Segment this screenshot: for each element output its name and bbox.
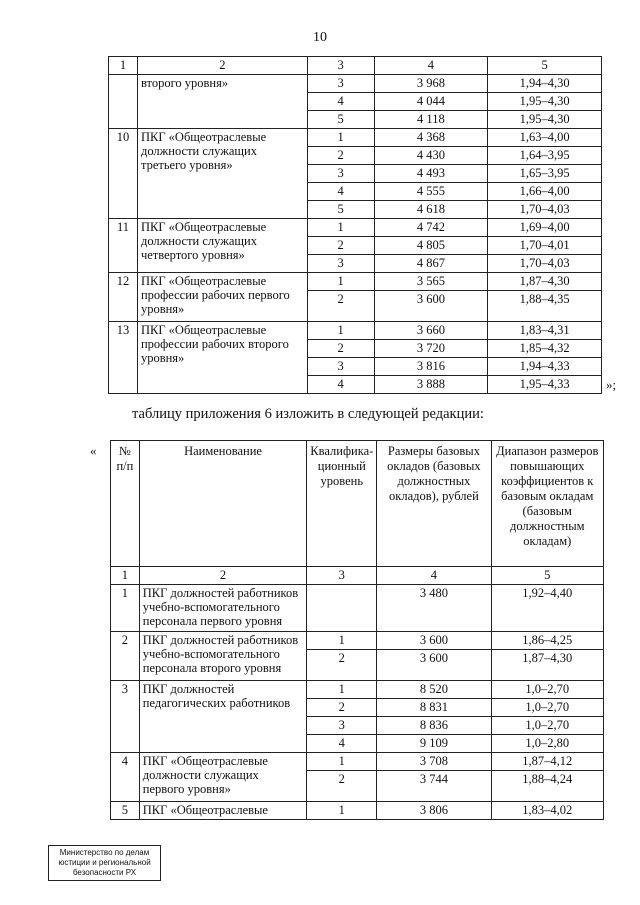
cell-salary: 3 565 [374, 273, 488, 291]
cell-salary: 3 816 [374, 358, 488, 376]
table-row [111, 681, 604, 699]
cell-salary: 4 805 [374, 237, 488, 255]
cell-range: 1,0–2,80 [491, 735, 603, 753]
group-number: 3 [111, 681, 140, 753]
cell-level: 4 [307, 376, 374, 394]
group-name: ПКГ «Общеотраслевые должности служащих четвертого уровня» [137, 219, 307, 273]
header-salary: Размеры базовых окладов (базовых должностных окладов), рублей [377, 441, 491, 567]
cell-salary: 3 720 [374, 340, 488, 358]
cell-level: 1 [307, 219, 374, 237]
cell-level: 1 [307, 632, 377, 650]
group-name: ПКГ «Общеотраслевые должности служащих первого уровня» [139, 753, 307, 802]
salary-table-continued [108, 56, 602, 394]
cell-range: 1,87–4,12 [491, 753, 603, 771]
cell-range: 1,87–4,30 [488, 273, 602, 291]
cell-level: 2 [307, 147, 374, 165]
cell-salary: 9 109 [377, 735, 491, 753]
stamp-line: Министерство по делам [59, 848, 150, 857]
cell-salary: 4 555 [374, 183, 488, 201]
table-row [109, 273, 602, 291]
cell-salary: 3 600 [377, 650, 491, 681]
cell-salary: 4 493 [374, 165, 488, 183]
cell-level: 5 [307, 111, 374, 129]
group-name: ПКГ должностей работников учебно-вспомогательного персонала второго уровня [139, 632, 307, 681]
table-row [109, 219, 602, 237]
col-num: 1 [111, 567, 140, 585]
cell-level: 1 [307, 322, 374, 340]
cell-range: 1,0–2,70 [491, 681, 603, 699]
cell-salary: 8 520 [377, 681, 491, 699]
opening-quote: « [90, 443, 97, 458]
cell-range: 1,63–4,00 [488, 129, 602, 147]
cell-salary: 3 744 [377, 771, 491, 802]
cell-salary: 4 430 [374, 147, 488, 165]
cell-salary: 3 806 [377, 802, 491, 820]
cell-salary: 4 118 [374, 111, 488, 129]
cell-salary: 4 867 [374, 255, 488, 273]
group-name: ПКГ должностей работников учебно-вспомогательного персонала первого уровня [139, 585, 307, 632]
table-row [111, 802, 604, 820]
cell-salary: 4 618 [374, 201, 488, 219]
group-number: 12 [109, 273, 138, 322]
header-number: № п/п [111, 441, 140, 567]
column-number-row [109, 57, 602, 75]
cell-level: 1 [307, 802, 377, 820]
cell-level: 3 [307, 75, 374, 93]
cell-level: 2 [307, 340, 374, 358]
cell-range: 1,85–4,32 [488, 340, 602, 358]
closing-quote: »; [606, 377, 617, 392]
page-number: 10 [313, 30, 327, 45]
cell-level: 3 [307, 358, 374, 376]
salary-table-appendix-6 [110, 440, 604, 820]
header-level: Квалифика-ционный уровень [307, 441, 377, 567]
cell-salary: 3 600 [377, 632, 491, 650]
cell-level: 1 [307, 273, 374, 291]
col-num: 5 [488, 57, 602, 75]
stamp-line: безопасности РХ [72, 868, 137, 877]
group-name: ПКГ «Общеотраслевые профессии рабочих первого уровня» [137, 273, 307, 322]
cell-salary: 4 368 [374, 129, 488, 147]
table-row [109, 322, 602, 340]
cell-range: 1,0–2,70 [491, 717, 603, 735]
cell-range: 1,83–4,31 [488, 322, 602, 340]
cell-range: 1,94–4,33 [488, 358, 602, 376]
ministry-stamp [48, 845, 161, 881]
cell-range: 1,86–4,25 [491, 632, 603, 650]
group-number [109, 75, 138, 129]
cell-level: 3 [307, 717, 377, 735]
col-num: 3 [307, 567, 377, 585]
cell-range: 1,94–4,30 [488, 75, 602, 93]
table-row [111, 585, 604, 632]
cell-salary: 3 480 [377, 585, 491, 632]
cell-level: 3 [307, 165, 374, 183]
table-row [109, 75, 602, 93]
cell-range: 1,83–4,02 [491, 802, 603, 820]
cell-level: 1 [307, 681, 377, 699]
cell-range: 1,70–4,03 [488, 255, 602, 273]
cell-range: 1,87–4,30 [491, 650, 603, 681]
cell-level: 2 [307, 771, 377, 802]
cell-level: 1 [307, 753, 377, 771]
cell-level: 2 [307, 291, 374, 322]
header-name: Наименование [139, 441, 307, 567]
cell-range: 1,69–4,00 [488, 219, 602, 237]
col-num: 4 [374, 57, 488, 75]
cell-salary: 8 836 [377, 717, 491, 735]
cell-range: 1,65–3,95 [488, 165, 602, 183]
group-name: ПКГ должностей педагогических работников [139, 681, 307, 753]
group-number: 10 [109, 129, 138, 219]
cell-level: 1 [307, 129, 374, 147]
cell-level: 5 [307, 201, 374, 219]
cell-salary: 3 708 [377, 753, 491, 771]
cell-salary: 4 742 [374, 219, 488, 237]
group-number: 11 [109, 219, 138, 273]
col-num: 2 [139, 567, 307, 585]
cell-salary: 8 831 [377, 699, 491, 717]
cell-range: 1,70–4,01 [488, 237, 602, 255]
cell-range: 1,88–4,35 [488, 291, 602, 322]
cell-level: 2 [307, 237, 374, 255]
group-number: 2 [111, 632, 140, 681]
cell-level: 2 [307, 699, 377, 717]
cell-range: 1,64–3,95 [488, 147, 602, 165]
cell-range: 1,66–4,00 [488, 183, 602, 201]
cell-range: 1,88–4,24 [491, 771, 603, 802]
group-name: ПКГ «Общеотраслевые [139, 802, 307, 820]
cell-salary: 3 888 [374, 376, 488, 394]
cell-level: 4 [307, 93, 374, 111]
cell-range: 1,95–4,30 [488, 93, 602, 111]
cell-level: 4 [307, 183, 374, 201]
group-number: 4 [111, 753, 140, 802]
table-row [111, 753, 604, 771]
cell-range: 1,95–4,33 [488, 376, 602, 394]
header-range: Диапазон размеров повышающих коэффициентов к базовым окладам (базовым должностным окладам) [491, 441, 603, 567]
cell-range: 1,0–2,70 [491, 699, 603, 717]
col-num: 5 [491, 567, 603, 585]
cell-salary: 3 968 [374, 75, 488, 93]
cell-level: 4 [307, 735, 377, 753]
group-name: ПКГ «Общеотраслевые должности служащих третьего уровня» [137, 129, 307, 219]
column-number-row [111, 567, 604, 585]
header-row [111, 441, 604, 567]
cell-salary: 3 600 [374, 291, 488, 322]
table-row [109, 129, 602, 147]
col-num: 1 [109, 57, 138, 75]
col-num: 2 [137, 57, 307, 75]
intro-text: таблицу приложения 6 изложить в следующей редакции: [132, 406, 484, 422]
group-name: второго уровня» [137, 75, 307, 129]
cell-salary: 3 660 [374, 322, 488, 340]
cell-level [307, 585, 377, 632]
cell-level: 2 [307, 650, 377, 681]
group-number: 13 [109, 322, 138, 394]
col-num: 4 [377, 567, 491, 585]
group-name: ПКГ «Общеотраслевые профессии рабочих второго уровня» [137, 322, 307, 394]
cell-salary: 4 044 [374, 93, 488, 111]
table-row [111, 632, 604, 650]
col-num: 3 [307, 57, 374, 75]
cell-range: 1,70–4,03 [488, 201, 602, 219]
group-number: 5 [111, 802, 140, 820]
cell-range: 1,95–4,30 [488, 111, 602, 129]
group-number: 1 [111, 585, 140, 632]
stamp-line: юстиции и региональной [58, 858, 151, 867]
cell-range: 1,92–4,40 [491, 585, 603, 632]
cell-level: 3 [307, 255, 374, 273]
